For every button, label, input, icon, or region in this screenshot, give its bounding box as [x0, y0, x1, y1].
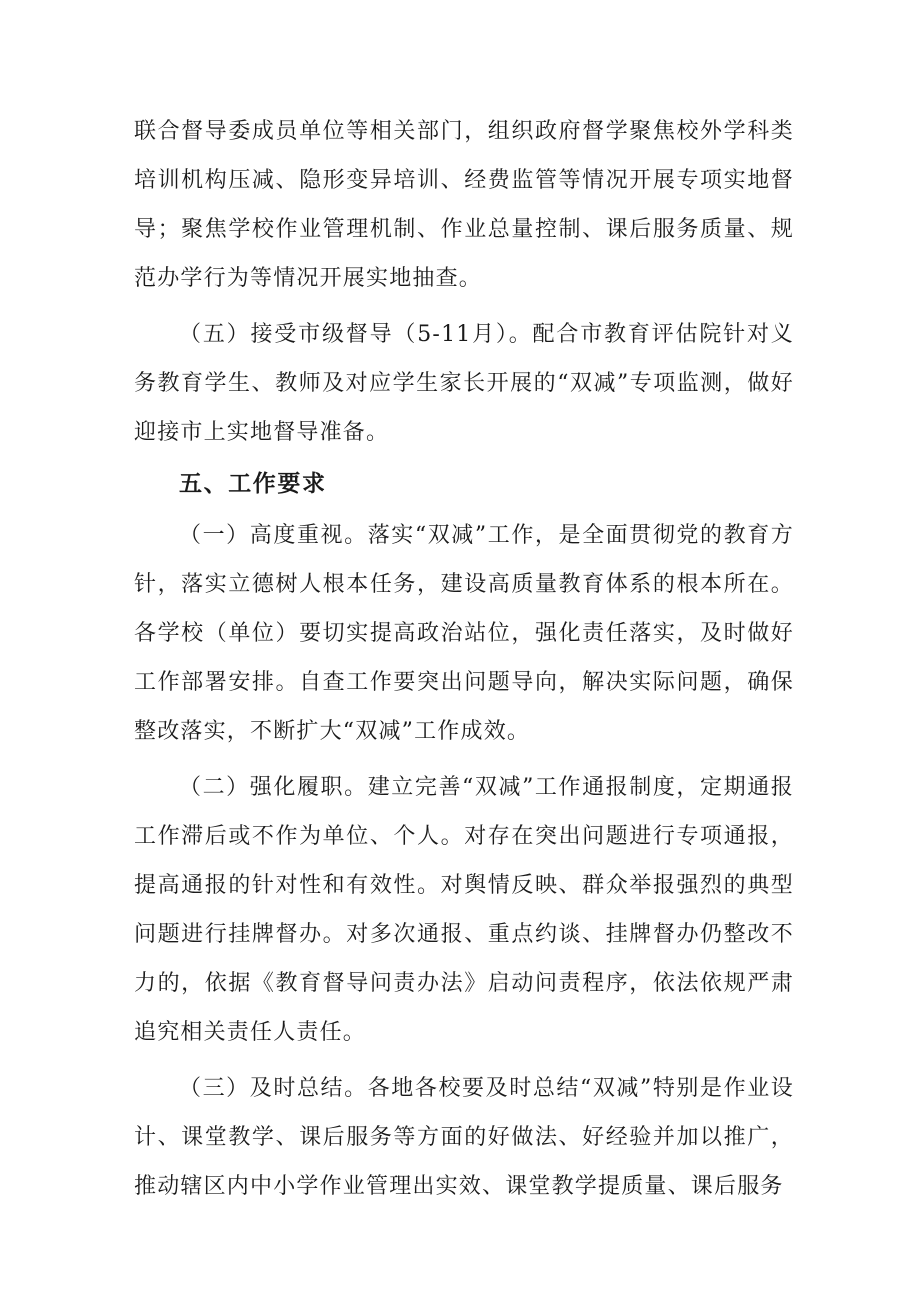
paragraph-timely-summary: （三）及时总结。各地各校要及时总结“双减”特别是作业设计、课堂教学、课后服务等方面的好做法、好经验并加以推广，推动辖区内中小学作业管理出实效、课堂教学提质量、课后服务: [134, 1076, 794, 1199]
paragraph-gap: [134, 303, 794, 310]
document-body: [134, 107, 794, 1211]
section-heading-work-requirements: 五、工作要求: [179, 471, 327, 497]
paragraph-high-attention: （一）高度重视。落实“双减”工作，是全面贯彻党的教育方针，落实立德树人根本任务，建设高质量教育体系的根本所在。各学校（单位）要切实提高政治站位，强化责任落实，及时做好工作部署安排。自查工作要突出问题导向，解决实际问题，确保整改落实，不断扩大“双减”工作成效。: [134, 523, 794, 744]
paragraph-strengthen-duties: （二）强化履职。建立完善“双减”工作通报制度，定期通报工作滞后或不作为单位、个人。对存在突出问题进行专项通报，提高通报的针对性和有效性。对舆情反映、群众举报强烈的典型问题进行挂牌督办。对多次通报、重点约谈、挂牌督办仍整改不力的，依据《教育督导问责办法》启动问责程序，依法依规严肃追究相关责任人责任。: [134, 775, 794, 1045]
paragraph-municipal-supervision: （五）接受市级督导（5-11月）。配合市教育评估院针对义务教育学生、教师及对应学生家长开展的“双减”专项监测，做好迎接市上实地督导准备。: [134, 322, 794, 445]
paragraph-joint-supervision: 联合督导委成员单位等相关部门，组织政府督学聚焦校外学科类培训机构压减、隐形变异培训、经费监管等情况开展专项实地督导；聚焦学校作业管理机制、作业总量控制、课后服务质量、规范办学行为等情况开展实地抽查。: [134, 119, 794, 291]
paragraph-gap: [134, 1057, 794, 1064]
paragraph-gap: [134, 756, 794, 763]
